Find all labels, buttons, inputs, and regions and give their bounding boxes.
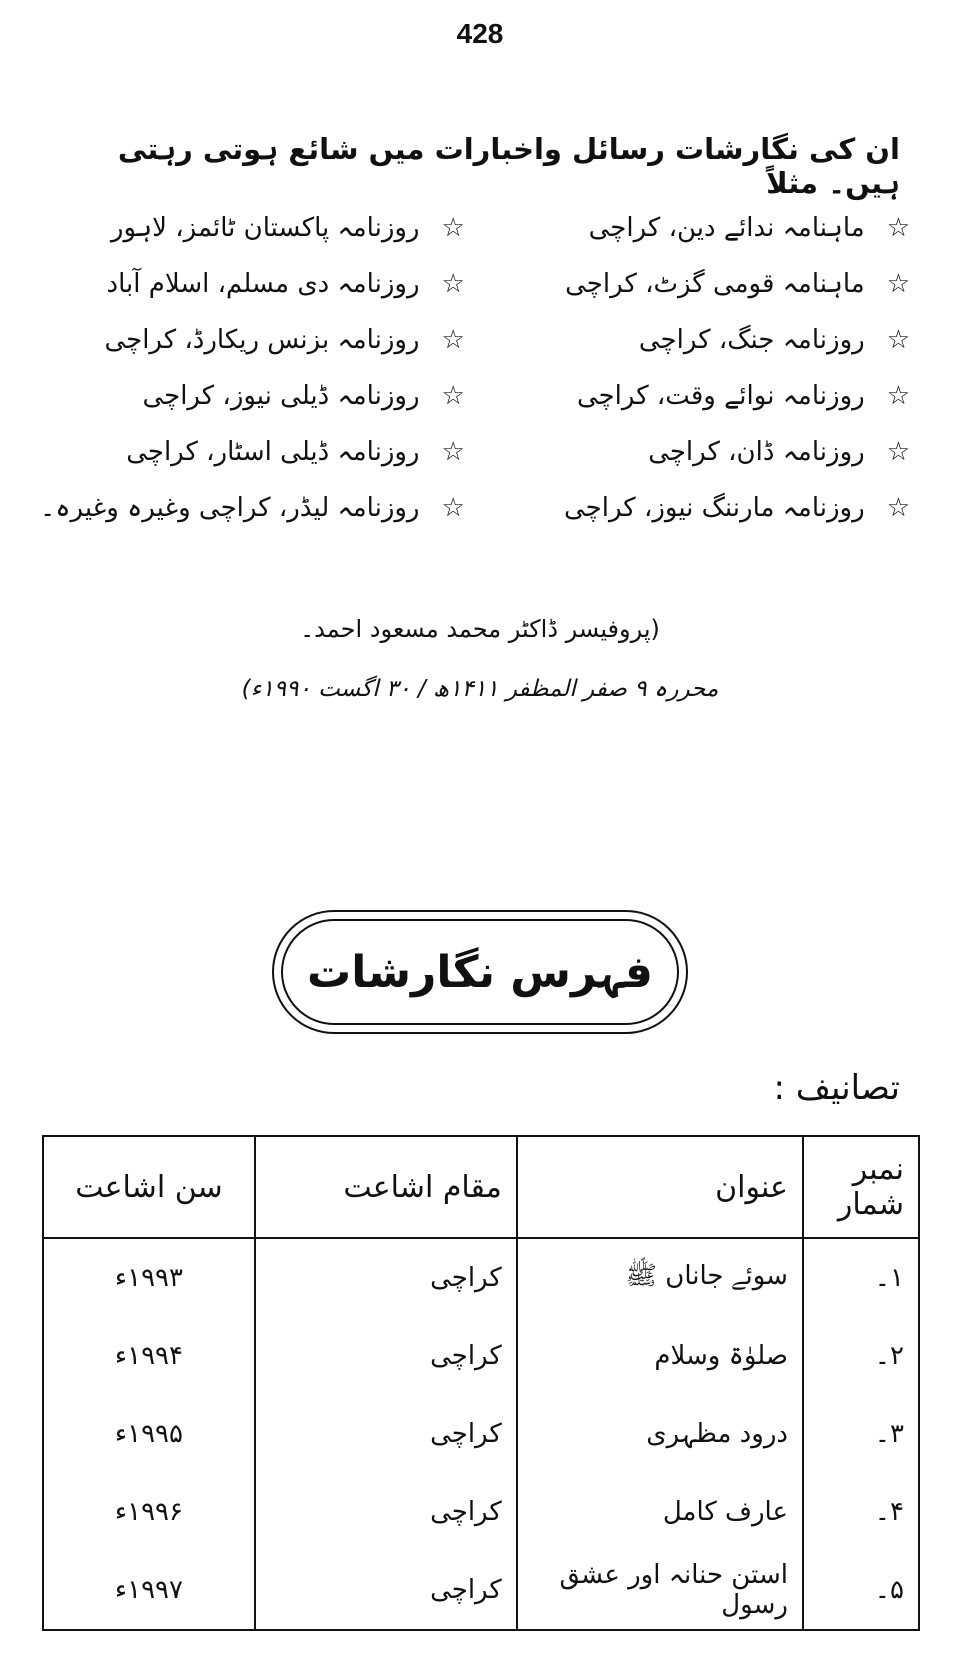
row-title: صلوٰۃ وسلام [517, 1317, 803, 1395]
table-row [43, 1551, 919, 1630]
star-icon: ☆ [441, 381, 465, 411]
publication-name: روزنامہ نوائے وقت، کراچی [576, 381, 865, 411]
row-number: ۵۔ [803, 1551, 919, 1630]
section-title-frame [272, 910, 688, 1034]
section-title: فہرس نگارشات [307, 946, 653, 998]
header-year: سن اشاعت [43, 1136, 255, 1238]
star-icon: ☆ [441, 269, 465, 299]
header-number: نمبر شمار [803, 1136, 919, 1238]
star-icon: ☆ [886, 269, 910, 299]
row-title: سوئے جاناں ﷺ [517, 1238, 803, 1317]
row-place: کراچی [255, 1317, 517, 1395]
table-header-row [43, 1136, 919, 1238]
section-title-inner-frame [281, 919, 679, 1025]
publication-item [40, 424, 465, 480]
books-table [42, 1135, 920, 1631]
publication-name: روزنامہ بزنس ریکارڈ، کراچی [104, 325, 420, 355]
publication-item [40, 312, 465, 368]
publication-name: روزنامہ پاکستان ٹائمز، لاہور [110, 213, 420, 243]
header-title: عنوان [517, 1136, 803, 1238]
table-row [43, 1317, 919, 1395]
publication-item [40, 200, 465, 256]
header-place: مقام اشاعت [255, 1136, 517, 1238]
publication-name: روزنامہ ڈیلی اسٹار، کراچی [126, 437, 420, 467]
row-title: درود مظہری [517, 1395, 803, 1473]
publication-name: ماہنامہ قومی گزٹ، کراچی [565, 269, 865, 299]
star-icon: ☆ [886, 213, 910, 243]
publication-name: روزنامہ ڈان، کراچی [648, 437, 865, 467]
publication-name: روزنامہ لیڈر، کراچی وغیرہ وغیرہ۔ [40, 493, 420, 523]
publication-name: روزنامہ جنگ، کراچی [638, 325, 865, 355]
publication-name: روزنامہ دی مسلم، اسلام آباد [106, 269, 420, 299]
publication-item [505, 312, 910, 368]
intro-paragraph: ان کی نگارشات رسائل واخبارات میں شائع ہوتی رہتی ہیں۔ مثلاً [117, 132, 900, 200]
row-title: عارف کامل [517, 1473, 803, 1551]
publication-item [505, 368, 910, 424]
publication-name: روزنامہ ڈیلی نیوز، کراچی [142, 381, 420, 411]
publication-item [505, 480, 910, 536]
publication-item [505, 200, 910, 256]
star-icon: ☆ [886, 437, 910, 467]
row-place: کراچی [255, 1238, 517, 1317]
page-number: 428 [456, 18, 504, 49]
row-year: ۱۹۹۴ء [43, 1317, 255, 1395]
author-signature: (پروفیسر ڈاکٹر محمد مسعود احمد۔ [300, 615, 660, 643]
row-place: کراچی [255, 1473, 517, 1551]
publications-list [40, 200, 910, 580]
star-icon: ☆ [441, 493, 465, 523]
row-year: ۱۹۹۳ء [43, 1238, 255, 1317]
row-place: کراچی [255, 1551, 517, 1630]
row-number: ۴۔ [803, 1473, 919, 1551]
publication-item [40, 368, 465, 424]
publication-item [40, 480, 465, 536]
row-number: ۲۔ [803, 1317, 919, 1395]
date-line: محررہ ۹ صفر المظفر ۱۴۱۱ھ / ۳۰ اگست ۱۹۹۰ء) [241, 676, 719, 702]
publication-item [505, 256, 910, 312]
row-year: ۱۹۹۵ء [43, 1395, 255, 1473]
publication-item [505, 424, 910, 480]
row-year: ۱۹۹۷ء [43, 1551, 255, 1630]
star-icon: ☆ [441, 325, 465, 355]
publication-item [40, 256, 465, 312]
publication-name: ماہنامہ ندائے دین، کراچی [588, 213, 865, 243]
star-icon: ☆ [441, 213, 465, 243]
row-number: ۳۔ [803, 1395, 919, 1473]
star-icon: ☆ [886, 493, 910, 523]
table-row [43, 1395, 919, 1473]
books-label: تصانیف : [773, 1068, 900, 1108]
table-row [43, 1238, 919, 1317]
table-row [43, 1473, 919, 1551]
row-title: استن حنانہ اور عشق رسول [517, 1551, 803, 1630]
publication-name: روزنامہ مارننگ نیوز، کراچی [563, 493, 865, 523]
row-year: ۱۹۹۶ء [43, 1473, 255, 1551]
star-icon: ☆ [886, 381, 910, 411]
row-place: کراچی [255, 1395, 517, 1473]
row-number: ۱۔ [803, 1238, 919, 1317]
star-icon: ☆ [441, 437, 465, 467]
star-icon: ☆ [886, 325, 910, 355]
